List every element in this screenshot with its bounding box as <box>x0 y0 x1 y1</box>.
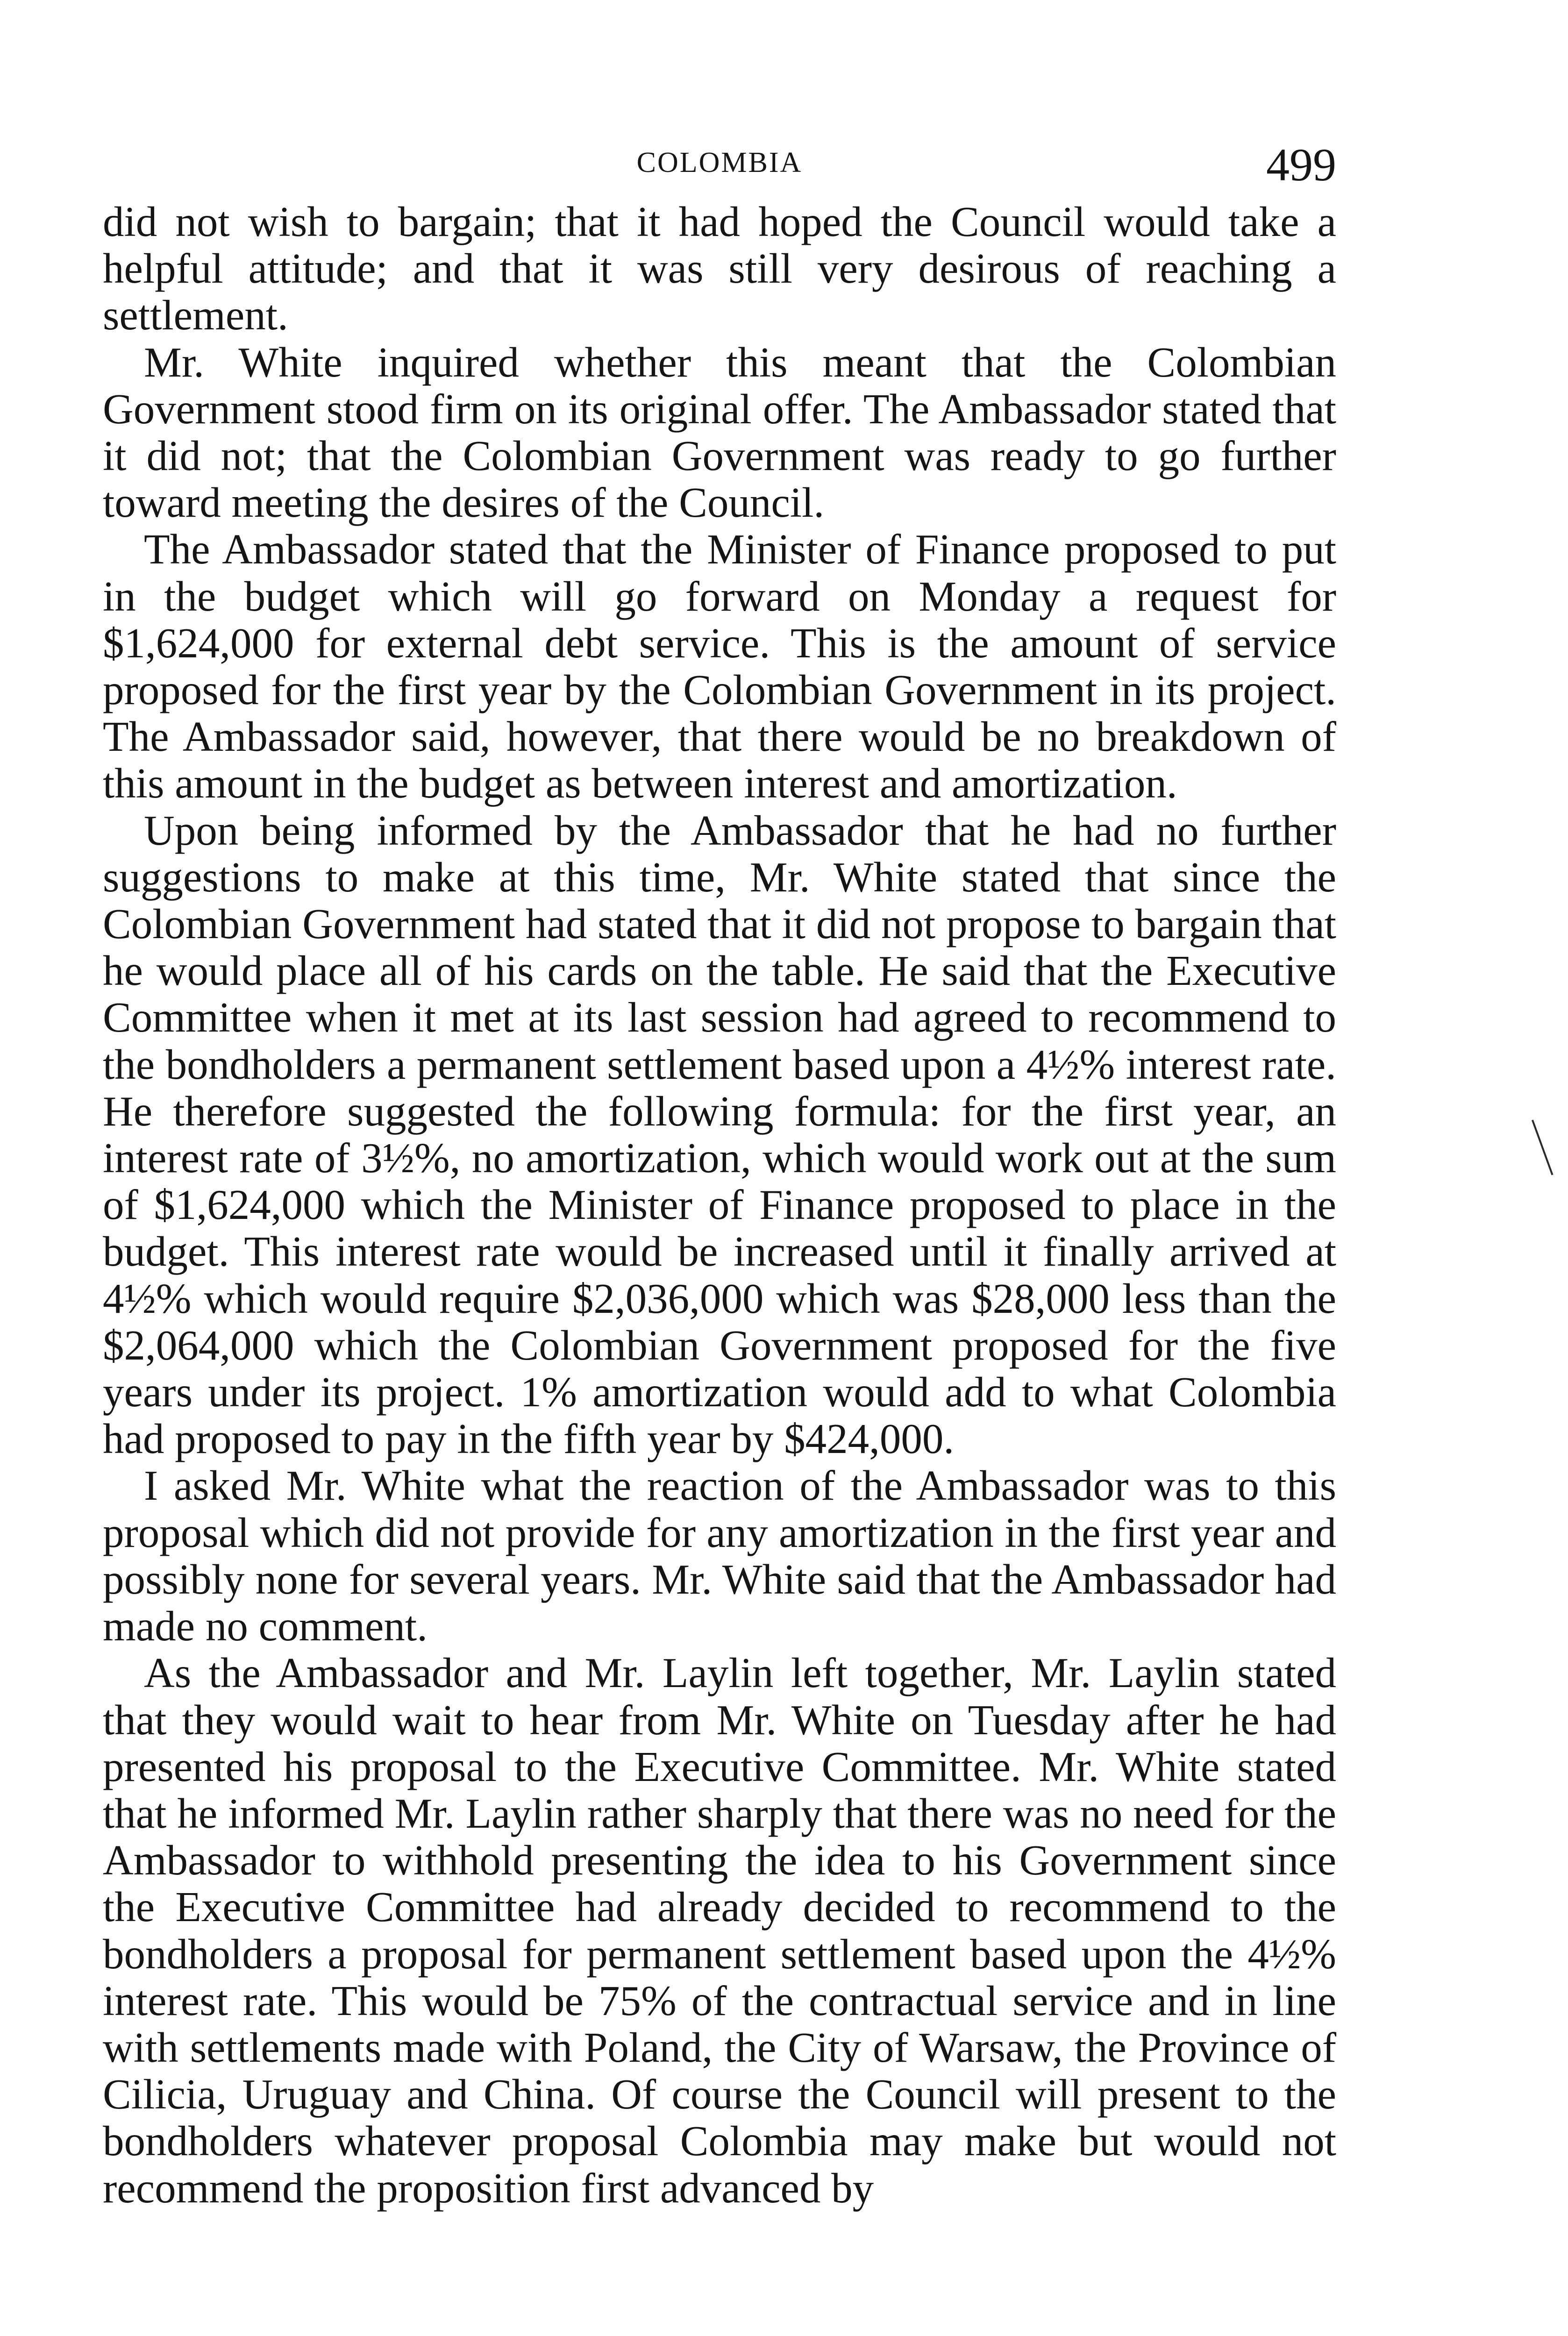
paragraph: I asked Mr. White what the reaction of the Ambassador was to this proposal which did not provide for any amortization in the first year and possibly none for several years. Mr. White said that the Ambassador had made no comment. <box>103 1462 1336 1650</box>
paragraph: As the Ambassador and Mr. Laylin left together, Mr. Laylin stated that they would wait to hear from Mr. White on Tuesday after he had presented his proposal to the Executive Committee. Mr. White stated that he informed Mr. Laylin rather sharply that there was no need for the Ambassador to withhold presenting the idea to his Government since the Executive Committee had already decided to recommend to the bondholders a proposal for permanent settlement based upon the 4½% interest rate. This would be 75% of the contractual service and in line with settlements made with Poland, the City of Warsaw, the Province of Cilicia, Uruguay and China. Of course the Council will present to the bondholders whatever proposal Colombia may make but would not recommend the proposition first advanced by <box>103 1649 1336 2212</box>
body-text <box>103 199 1336 2212</box>
page-number: 499 <box>1266 139 1336 191</box>
running-title: COLOMBIA <box>636 147 803 178</box>
paragraph: Upon being informed by the Ambassador that he had no further suggestions to make at this time, Mr. White stated that since the Colombian Government had stated that it did not propose to bargain that he would place all of his cards on the table. He said that the Executive Committee when it met at its last session had agreed to recommend to the bondholders a permanent settlement based upon a 4½% interest rate. He therefore suggested the following formula: for the first year, an interest rate of 3½%, no amortization, which would work out at the sum of $1,624,000 which the Minister of Finance proposed to place in the budget. This interest rate would be increased until it finally arrived at 4½% which would require $2,036,000 which was $28,000 less than the $2,064,000 which the Colombian Government proposed for the five years under its project. 1% amortization would add to what Colombia had proposed to pay in the fifth year by $424,000. <box>103 806 1336 1463</box>
paragraph: The Ambassador stated that the Minister of Finance proposed to put in the budget which will go forward on Monday a request for $1,624,000 for external debt service. This is the amount of service proposed for the first year by the Colombian Government in its project. The Ambassador said, however, that there would be no breakdown of this amount in the budget as between interest and amortization. <box>103 526 1336 807</box>
paragraph: Mr. White inquired whether this meant that the Colombian Government stood firm on its original offer. The Ambassador stated that it did not; that the Colombian Government was ready to go further toward meeting the desires of the Council. <box>103 338 1336 527</box>
running-head <box>103 138 1336 189</box>
margin-pencil-mark <box>1532 1120 1554 1175</box>
paragraph-continued: did not wish to bargain; that it had hoped the Council would take a helpful attitude; and that it was still very desirous of reaching a settlement. <box>103 198 1336 339</box>
